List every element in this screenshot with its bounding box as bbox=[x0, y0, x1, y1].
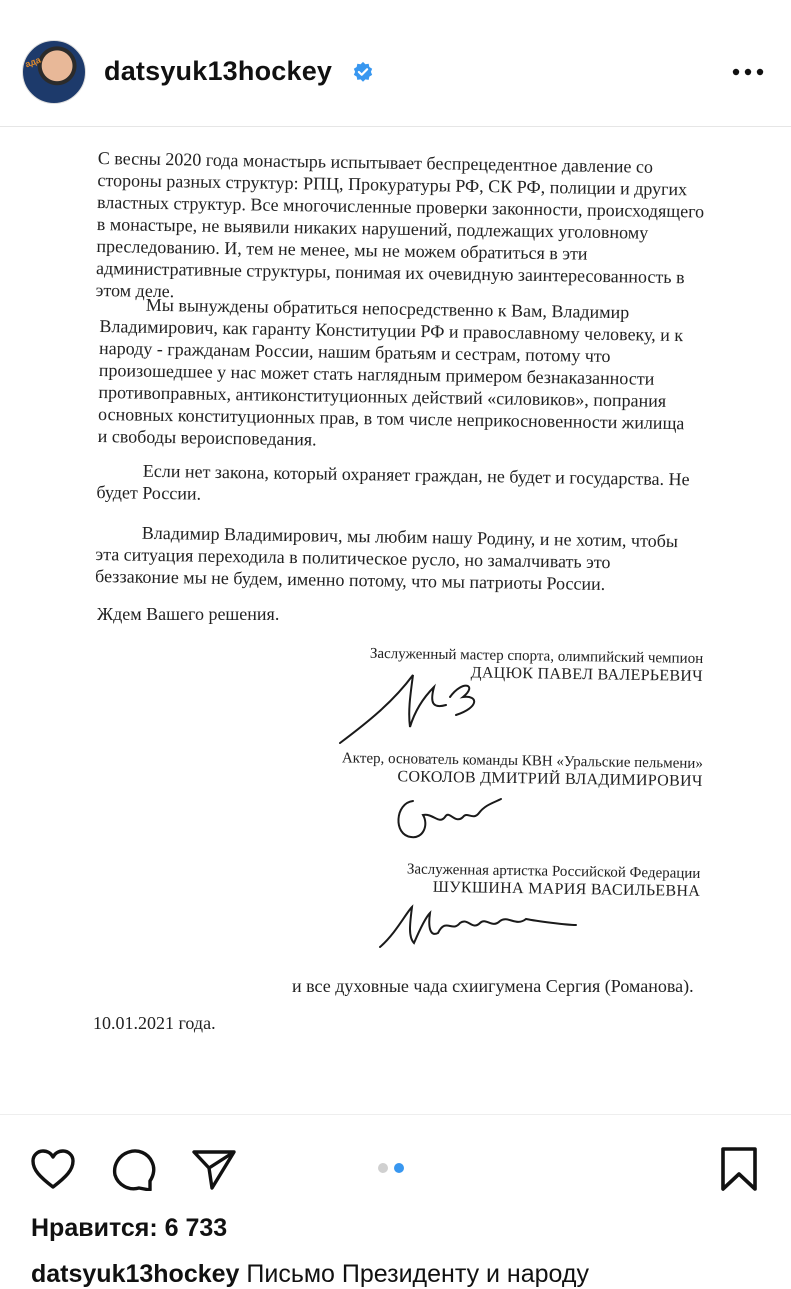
signature-sokolov bbox=[393, 795, 503, 845]
signatory-title: Актер, основатель команды КВН «Уральские пельмени» bbox=[341, 750, 703, 772]
letter-paragraph: С весны 2020 года монастырь испытывает беспрецедентное давление со стороны разных структур: РПЦ, Прокуратуры РФ, СК РФ, полиции и других властных структур. Все многочисленные проверки законности, происходящего в монастыре, не выявили никаких нарушений, подлежащих уголовному преследованию. И, тем не менее, мы не можем обратиться в эти административные структуры, понимая их очевидную заинтересованность в этом деле. bbox=[95, 147, 705, 302]
signatory-block bbox=[407, 860, 701, 901]
verified-icon bbox=[352, 61, 374, 83]
bookmark-icon[interactable] bbox=[718, 1146, 760, 1192]
signature-shukshina bbox=[376, 903, 581, 953]
signatory-name: СОКОЛОВ ДМИТРИЙ ВЛАДИМИРОВИЧ bbox=[397, 768, 703, 790]
signatory-block bbox=[341, 749, 703, 791]
signature-datsyuk bbox=[338, 667, 488, 747]
spiritual-children-line: и все духовные чада схиигумена Сергия (Романова). bbox=[292, 976, 694, 996]
letter-paragraph: Если нет закона, который охраняет граждан, не будет и государства. Не будет России. bbox=[96, 460, 690, 504]
post-header bbox=[0, 0, 791, 127]
letter-date: 10.01.2021 года. bbox=[93, 1013, 216, 1033]
letter-closing: Ждем Вашего решения. bbox=[97, 604, 280, 624]
carousel-dot-active bbox=[394, 1163, 404, 1173]
caption-text: Письмо Президенту и народу bbox=[239, 1260, 589, 1288]
more-icon bbox=[731, 67, 765, 77]
caption bbox=[31, 1260, 589, 1289]
username[interactable]: datsyuk13hockey bbox=[104, 56, 333, 86]
more-options-button[interactable] bbox=[731, 58, 765, 78]
likes-count[interactable]: Нравится: 6 733 bbox=[31, 1214, 228, 1242]
share-icon[interactable] bbox=[190, 1147, 238, 1191]
letter-document bbox=[0, 127, 791, 1115]
carousel-dot bbox=[378, 1163, 388, 1173]
signatory-name: ШУКШИНА МАРИЯ ВАСИЛЬЕВНА bbox=[433, 878, 701, 900]
carousel-indicator bbox=[378, 1160, 410, 1178]
letter-paragraph: Мы вынуждены обратиться непосредственно к Вам, Владимир Владимирович, как гаранту Конституции РФ и православному человеку, и к народу - гражданам России, нашим братьям и сестрам, потому что произошедшее у нас может стать наглядным примером безнаказанности противоправных, антиконституционных действий «силовиков», попрания основных конституционных прав, в том числе неприкосновенности жилища и свободы вероисповедания. bbox=[97, 294, 685, 450]
signatory-title: Заслуженная артистка Российской Федерации bbox=[407, 861, 701, 882]
avatar-logo-text: ада bbox=[23, 54, 42, 70]
divider bbox=[0, 1114, 791, 1115]
signatory-title: Заслуженный мастер спорта, олимпийский чемпион bbox=[369, 645, 703, 667]
heart-icon[interactable] bbox=[30, 1148, 76, 1190]
letter-paragraph: Владимир Владимирович, мы любим нашу Родину, и не хотим, чтобы эта ситуация переходила в политическое русло, но замалчивать это беззаконие мы не будем, именно потому, что мы патриоты России. bbox=[94, 522, 679, 595]
caption-username[interactable]: datsyuk13hockey bbox=[31, 1260, 240, 1288]
signatory-name: ДАЦЮК ПАВЕЛ ВАЛЕРЬЕВИЧ bbox=[470, 664, 703, 685]
avatar[interactable] bbox=[22, 40, 86, 104]
comment-icon[interactable] bbox=[110, 1147, 156, 1191]
